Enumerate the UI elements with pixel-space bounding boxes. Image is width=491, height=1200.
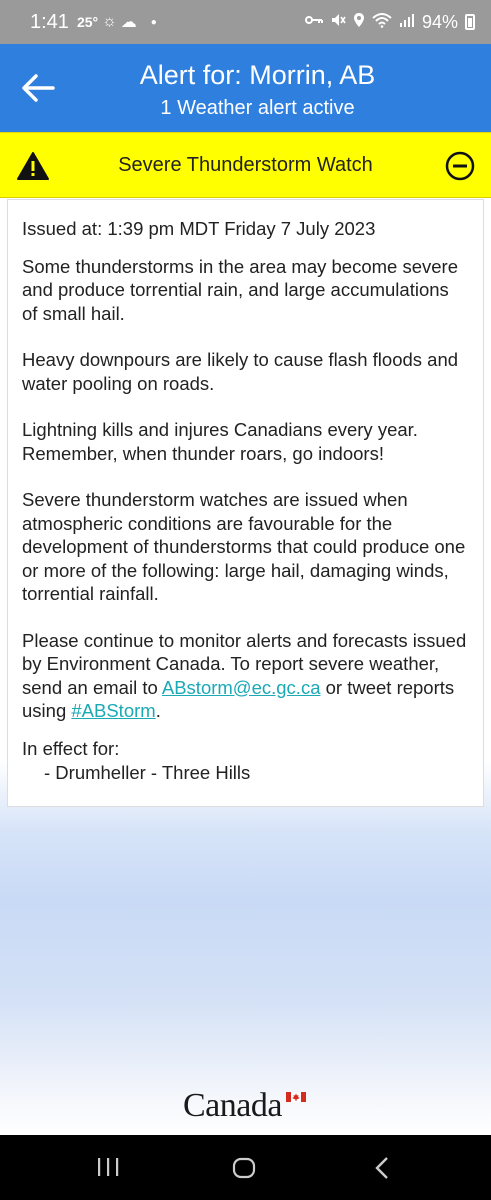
in-effect-label: In effect for: bbox=[22, 737, 120, 759]
hashtag-link[interactable]: #ABStorm bbox=[71, 700, 156, 721]
app-header bbox=[0, 44, 491, 132]
minus-circle-icon[interactable] bbox=[445, 151, 475, 181]
status-time: 1:41 bbox=[30, 10, 69, 33]
canada-flag-icon bbox=[286, 1092, 306, 1102]
battery-percent: 94% bbox=[421, 11, 458, 32]
recents-icon[interactable] bbox=[96, 1157, 120, 1177]
report-text: . bbox=[155, 700, 161, 721]
status-temperature: 25° bbox=[76, 14, 99, 30]
mute-icon bbox=[330, 12, 346, 33]
issued-time: Issued at: 1:39 pm MDT Friday 7 July 2023 bbox=[22, 218, 376, 239]
alert-paragraph: Heavy downpours are likely to cause flash floods and water pooling on roads. bbox=[22, 349, 459, 394]
cloud-icon: ☁ bbox=[120, 14, 137, 31]
key-icon bbox=[305, 13, 323, 31]
alert-paragraph: Lightning kills and injures Canadians every year. Remember, when thunder roars, go indoors! bbox=[22, 419, 418, 464]
location-icon bbox=[353, 12, 365, 33]
report-text: or tweet reports using bbox=[22, 676, 455, 721]
nav-back-icon[interactable] bbox=[372, 1156, 392, 1180]
canada-wordmark: Canada bbox=[183, 1087, 282, 1124]
email-link[interactable]: ABstorm@ec.gc.ca bbox=[161, 676, 321, 698]
page-subtitle: 1 Weather alert active bbox=[160, 97, 355, 119]
alert-banner[interactable] bbox=[0, 132, 491, 198]
alert-paragraph: Some thunderstorms in the area may become severe and produce torrential rain, and large accumulations of small hail. bbox=[22, 255, 458, 324]
status-bar bbox=[0, 0, 491, 44]
alert-title: Severe Thunderstorm Watch bbox=[118, 154, 373, 176]
home-icon[interactable] bbox=[232, 1157, 256, 1179]
wifi-icon bbox=[372, 12, 392, 33]
battery-icon bbox=[465, 14, 475, 30]
page-title: Alert for: Morrin, AB bbox=[139, 60, 376, 90]
sun-icon: ☼ bbox=[102, 13, 117, 30]
report-paragraph bbox=[22, 629, 469, 723]
alert-paragraph: Severe thunderstorm watches are issued when atmospheric conditions are favourable for the development of thunderstorms that could produce one or more of the following: large hail, damaging winds, torrential rainfall. bbox=[22, 489, 466, 604]
report-text: Please continue to monitor alerts and forecasts issued by Environment Canada. To report severe weather, send an email to bbox=[22, 629, 467, 698]
system-nav-bar bbox=[0, 1135, 491, 1200]
alert-details-card bbox=[7, 199, 484, 807]
signal-icon bbox=[399, 12, 415, 33]
in-effect-item: - Drumheller - Three Hills bbox=[44, 762, 251, 783]
dot-icon: ● bbox=[150, 16, 157, 28]
